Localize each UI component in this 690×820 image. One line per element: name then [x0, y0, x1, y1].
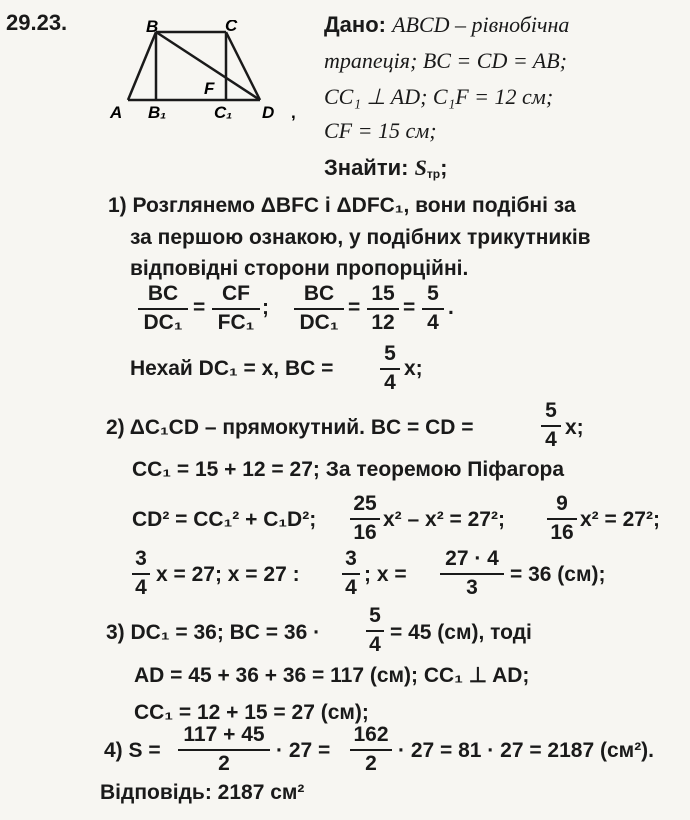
step3-line-1b: = 45 (см), тоді: [390, 621, 532, 644]
answer-line: [100, 780, 304, 805]
find-line: [324, 155, 447, 187]
step4-lead: 4) S =: [104, 739, 161, 762]
let-line-b: x;: [404, 357, 423, 380]
fraction-15-12: 15 12: [367, 283, 399, 334]
given-line-3: CC₁ ⊥ AD; C₁F = 12 см;: [324, 84, 554, 109]
given-line-2: трапеція; BC = CD = AB;: [324, 48, 567, 73]
let-line-a: Нехай DC₁ = x, BC =: [130, 357, 334, 380]
step3-line-3: CC₁ = 12 + 15 = 27 (см);: [134, 701, 369, 724]
fraction-3-4-b: 3 4: [342, 548, 360, 599]
given-line-4: CF = 15 см;: [324, 118, 437, 143]
label-f: F: [204, 79, 215, 98]
step2-line-4b: ; x =: [364, 563, 407, 586]
step2-line-4a: x = 27; x = 27 :: [156, 563, 300, 586]
semicolon-1: ;: [262, 296, 269, 319]
label-a: A: [110, 103, 123, 122]
given-label: Дано:: [324, 12, 386, 37]
answer-label: Відповідь:: [100, 781, 212, 804]
label-b: B: [146, 20, 159, 36]
fraction-25-16: 25 16: [350, 493, 380, 544]
label-c: C: [225, 20, 238, 35]
find-sub: тр: [426, 167, 441, 181]
step2-line-1a: 2) ΔC₁CD – прямокутний. BC = CD =: [106, 416, 474, 439]
step1-line-3: відповідні сторони пропорційні.: [130, 257, 469, 280]
step3-line-1a: 3) DC₁ = 36; BC = 36 ·: [106, 621, 321, 644]
step1-line-1: 1) Розглянемо ΔBFC і ΔDFC₁, вони подібні за: [108, 194, 576, 217]
find-expr: S: [414, 155, 427, 180]
label-c1: C₁: [214, 103, 233, 122]
dot-1: .: [448, 296, 454, 319]
fraction-let: 5 4: [380, 343, 400, 394]
step1-line-2: за першою ознакою, у подібних трикутників: [130, 226, 591, 249]
answer-value: 2187 см²: [217, 781, 305, 804]
fraction-9-16: 9 16: [547, 493, 577, 544]
fraction-3-4-a: 3 4: [132, 548, 150, 599]
fraction-117-45: 117 + 45 2: [178, 724, 270, 775]
find-tail: ;: [440, 155, 448, 180]
label-b1: B₁: [148, 103, 167, 122]
step2-line-3b: x² – x² = 27²;: [383, 508, 505, 531]
label-d: D: [262, 103, 275, 122]
step4-mid: · 27 =: [276, 739, 331, 762]
step2-line-2: CC₁ = 15 + 12 = 27; За теоремою Піфагора: [132, 458, 565, 481]
fraction-cf-fc1: CF FC₁: [212, 283, 260, 334]
equals-1: =: [193, 296, 206, 319]
fraction-step2-1: 5 4: [541, 400, 561, 451]
step2-line-1b: x;: [565, 416, 584, 439]
trapezoid-figure: [108, 20, 308, 130]
fraction-step3: 5 4: [366, 605, 384, 656]
fraction-27x4-3: 27 · 4 3: [440, 548, 504, 599]
step2-line-4c: = 36 (см);: [510, 563, 606, 586]
step2-line-3c: x² = 27²;: [580, 508, 660, 531]
fraction-162-2: 162 2: [350, 724, 392, 775]
fraction-5-4: 5 4: [422, 283, 444, 334]
given-line-1: [324, 12, 569, 38]
fraction-bc-dc1: BC DC₁: [138, 283, 188, 334]
equals-2: =: [348, 296, 361, 319]
step3-line-2: AD = 45 + 36 + 36 = 117 (см); CC₁ ⊥ AD;: [134, 664, 530, 687]
step2-line-3a: CD² = CC₁² + C₁D²;: [132, 508, 317, 531]
fraction-bc-dc1-2: BC DC₁: [294, 283, 344, 334]
step4-tail: · 27 = 81 · 27 = 2187 (см²).: [398, 739, 655, 762]
find-label: Знайти:: [324, 155, 409, 180]
equals-3: =: [403, 296, 416, 319]
given-line-1-text: ABCD – рівнобічна: [392, 12, 570, 37]
problem-number: 29.23.: [6, 10, 68, 35]
figure-comma: ,: [291, 103, 296, 122]
